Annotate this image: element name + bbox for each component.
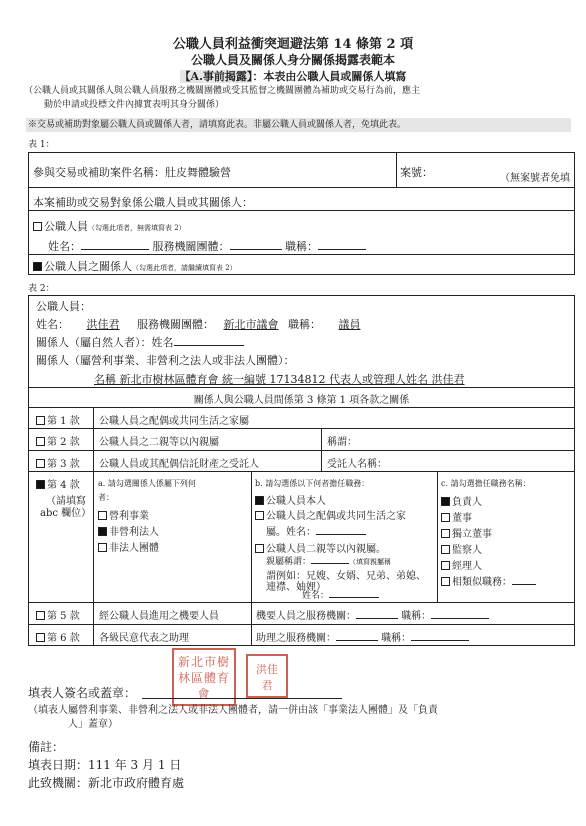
- r5-num-label: 第 5 款: [47, 611, 80, 622]
- c-opt1-label: 負責人: [452, 497, 482, 508]
- r2-right: 稱謂：: [327, 437, 357, 448]
- note-line1: （公職人員或其關係人與公職人員服務之機關團體或受其監督之機關團體為補助或交易行為前，應主: [24, 86, 421, 96]
- c-opt3[interactable]: [441, 525, 492, 540]
- c-opt6[interactable]: [441, 573, 536, 588]
- b-opt2b-label: 屬。姓名：: [266, 527, 316, 538]
- sign-label: 填表人簽名或蓋章：: [28, 686, 137, 700]
- r6-text: 各級民意代表之助理: [99, 633, 189, 644]
- t2-hline-6: [28, 602, 575, 603]
- date-row: [28, 756, 181, 773]
- c-opt3-label: 獨立董事: [452, 529, 492, 540]
- b-opt3c: （填寫親屬稱: [349, 558, 392, 566]
- sign-note1: （填表人屬營利事業、非營利之法人或非法人團體者，請一併由該「事業法人團體」及「負責: [28, 705, 438, 716]
- r5-right: [256, 607, 489, 622]
- t1-name-row: [48, 238, 366, 254]
- r1-text: 公職人員之配偶或共同生活之家屬: [99, 416, 249, 427]
- checkbox-c3[interactable]: [441, 529, 450, 538]
- rel-org-line: 關係人（屬營利事業、非營利之法人或非法人團體）：: [36, 354, 295, 367]
- t2-org-label: 服務機關團體：: [137, 318, 214, 331]
- r1-num[interactable]: [36, 412, 80, 427]
- checkbox-official[interactable]: [33, 222, 42, 231]
- b-relative-name-blank[interactable]: [329, 597, 379, 598]
- to-value: 新北市政府體育處: [88, 776, 185, 790]
- t2-hline-5: [28, 471, 575, 472]
- b-relative-title-blank[interactable]: [311, 563, 349, 564]
- b-opt3e: 連襟、妯娌）: [266, 582, 326, 593]
- checkbox-r4[interactable]: [36, 480, 45, 489]
- t1-title-blank[interactable]: [318, 249, 366, 250]
- t2-org-value: 新北市議會: [223, 318, 279, 331]
- t2-hline-3: [28, 428, 575, 429]
- t1-line-c: [28, 254, 575, 255]
- checkbox-b1[interactable]: [255, 496, 264, 505]
- c-opt5[interactable]: [441, 557, 482, 572]
- checkbox-b2[interactable]: [255, 511, 264, 520]
- rel-org-detail: 名稱 新北市樹林區體育會 統一編號 17134812 代表人或管理人姓名 洪佳君: [94, 373, 465, 386]
- date-label: 填表日期：: [28, 758, 89, 772]
- checkbox-a1[interactable]: [98, 511, 107, 520]
- checkbox-c1[interactable]: [441, 497, 450, 506]
- b-opt1-label: 公職人員本人: [266, 496, 326, 507]
- r6-num-label: 第 6 款: [47, 633, 80, 644]
- t2-name-label: 姓名：: [36, 318, 69, 331]
- b-opt2[interactable]: [255, 507, 406, 522]
- c-opt6-label: 相類似職務：: [452, 577, 512, 588]
- r5-num[interactable]: [36, 607, 80, 622]
- t1-vline: [396, 152, 397, 187]
- t2-name-value: 洪佳君: [86, 318, 120, 331]
- target-label: 本案補助或交易對象係公職人員或其關係人：: [33, 196, 253, 209]
- checkbox-c5[interactable]: [441, 561, 450, 570]
- r6-right2-label: 職稱：: [381, 633, 412, 644]
- a-opt3[interactable]: [98, 539, 159, 554]
- r4-num-label: 第 4 款: [47, 480, 80, 491]
- tag-line: [0, 68, 586, 84]
- r5-title-blank[interactable]: [431, 618, 489, 619]
- r5-text: 經公職人員進用之機要人員: [99, 611, 219, 622]
- tag-suffix: ：本表由公職人員或關係人填寫: [252, 70, 407, 83]
- table1-label: 表 1：: [28, 140, 55, 150]
- checkbox-b3[interactable]: [255, 544, 264, 553]
- date-value: 111 年 3 月 1 日: [88, 758, 182, 772]
- organization-seal-stamp: 新北市樹林區體育會: [172, 648, 236, 706]
- checkbox-r3[interactable]: [36, 459, 45, 468]
- t2-hline-4: [28, 450, 575, 451]
- c-opt1[interactable]: [441, 493, 482, 508]
- a-opt3-label: 非法人團體: [109, 543, 159, 554]
- a-opt2-label: 非營利法人: [109, 527, 159, 538]
- r2-num[interactable]: [36, 433, 80, 448]
- case-no-label: 案號：: [400, 166, 433, 179]
- t2-vline-ab: [251, 471, 252, 602]
- c-opt4[interactable]: [441, 541, 482, 556]
- t1-line-b: [28, 210, 575, 211]
- r4-num[interactable]: [36, 476, 80, 491]
- table2-label: 表 2：: [28, 284, 55, 294]
- opt-relative-hint: （勾選此項者，請繼續填寫表 2）: [132, 264, 237, 272]
- t2-title-label: 職稱：: [288, 318, 321, 331]
- official-label: 公職人員：: [36, 300, 91, 313]
- checkbox-r5[interactable]: [36, 611, 45, 620]
- checkbox-a2[interactable]: [98, 527, 107, 536]
- rel-person-label: 關係人（屬自然人者）：姓名: [36, 336, 174, 349]
- rel-person-blank[interactable]: [174, 345, 244, 346]
- r1-num-label: 第 1 款: [47, 416, 80, 427]
- t2-vline-num: [93, 407, 94, 646]
- opt-official-hint: （勾選此項者，無需填寫表 2）: [88, 224, 186, 232]
- r4-sub2: abc 欄位）: [40, 508, 92, 519]
- r4-sub1: （請填寫: [46, 496, 86, 507]
- r6-org-blank[interactable]: [336, 640, 378, 641]
- r2-num-label: 第 2 款: [47, 437, 80, 448]
- representative-seal-stamp: 洪佳君: [246, 654, 288, 698]
- title-line1: 公職人員利益衝突迴避法第 14 條第 2 項: [172, 37, 414, 52]
- to-row: [28, 774, 184, 791]
- signature-line[interactable]: [142, 684, 342, 699]
- warning: ※交易或補助對象屬公職人員或關係人者，請填寫此表。非屬公職人員或關係人者，免填此表。: [28, 120, 407, 130]
- c-opt2-label: 董事: [452, 513, 472, 524]
- r5-right2-label: 職稱：: [401, 611, 432, 622]
- title-line2: 公職人員及關係人身分關係揭露表範本: [190, 53, 395, 67]
- tag: 【A.事前揭露】: [179, 70, 253, 83]
- t2-hline-1: [28, 387, 575, 388]
- b-opt3b: [266, 554, 391, 567]
- b-opt3f: [302, 588, 379, 601]
- t1-name-blank[interactable]: [81, 249, 149, 250]
- checkbox-relative[interactable]: [33, 262, 42, 271]
- a-title1: a. 請勾選關係人係屬下列何: [98, 479, 196, 488]
- checkbox-c6[interactable]: [441, 577, 450, 586]
- checkbox-a3[interactable]: [98, 543, 107, 552]
- r3-num-label: 第 3 款: [47, 459, 80, 470]
- b-opt3[interactable]: [255, 540, 386, 555]
- c-title: c. 請勾選擔任職務名稱：: [441, 479, 531, 488]
- rel-person-line: [36, 334, 244, 350]
- a-opt1-label: 營利事業: [109, 511, 149, 522]
- r3-right: 受託人名稱：: [327, 459, 387, 470]
- a-opt1[interactable]: [98, 507, 149, 522]
- case-name: 參與交易或補助案件名稱：肚皮舞體驗營: [33, 166, 231, 179]
- t2-vline-bc: [437, 471, 438, 602]
- b-opt2b: [266, 523, 366, 538]
- opt-relative-label: 公職人員之關係人: [44, 260, 132, 273]
- checkbox-r1[interactable]: [36, 416, 45, 425]
- remark: 備註：: [28, 740, 65, 754]
- r6-right: [256, 629, 469, 644]
- opt-relative[interactable]: [33, 258, 237, 274]
- checkbox-r2[interactable]: [36, 437, 45, 446]
- t2-vline-mid-b: [251, 602, 252, 646]
- checkbox-r6[interactable]: [36, 633, 45, 642]
- case-no-hint: （無案號者免填: [500, 173, 570, 184]
- b-title: b. 請勾選係以下何者擔任職務：: [255, 479, 370, 488]
- b-opt3b-label: 親屬稱謂：: [266, 557, 312, 567]
- checkbox-c2[interactable]: [441, 513, 450, 522]
- rel-header: 關係人與公職人員間係第 3 條第 1 項各款之關係: [193, 395, 410, 406]
- r5-org-blank[interactable]: [356, 618, 398, 619]
- t1-name-label: 姓名：: [48, 240, 81, 253]
- t2-hline-7: [28, 624, 575, 625]
- t2-vline-mid-a: [321, 428, 322, 471]
- b-opt1[interactable]: [255, 492, 326, 507]
- c-similar-blank[interactable]: [512, 584, 536, 585]
- t2-hline-2: [28, 407, 575, 408]
- r6-num[interactable]: [36, 629, 80, 644]
- a-title2: 者：: [98, 493, 114, 502]
- a-opt2[interactable]: [98, 523, 159, 538]
- t1-line-a: [28, 187, 575, 188]
- to-label: 此致機關：: [28, 776, 89, 790]
- t2-title-value: 議員: [338, 318, 361, 331]
- checkbox-c4[interactable]: [441, 545, 450, 554]
- note-line2: 動於申請或投標文件內據實表明其身分關係）: [44, 100, 225, 110]
- opt-official[interactable]: [33, 218, 186, 234]
- b-opt3d: 謂例如：兄嫂、女婿、兄弟、弟媳、: [266, 571, 426, 582]
- t1-org-label: 服務機關團體：: [152, 240, 230, 253]
- t1-org-blank[interactable]: [230, 249, 282, 250]
- b-spouse-name-blank[interactable]: [316, 534, 366, 535]
- r6-title-blank[interactable]: [411, 640, 469, 641]
- r6-right-label: 助理之服務機關：: [256, 633, 336, 644]
- official-row: [36, 316, 375, 332]
- b-opt3f-label: 姓名：: [302, 591, 330, 601]
- b-opt2-label: 公職人員之配偶或共同生活之家: [266, 511, 406, 522]
- c-opt4-label: 監察人: [452, 545, 482, 556]
- c-opt2[interactable]: [441, 509, 472, 524]
- r2-text: 公職人員之二親等以內親屬: [99, 437, 219, 448]
- r3-num[interactable]: [36, 455, 80, 470]
- b-opt3-label: 公職人員二親等以內親屬。: [266, 544, 386, 555]
- r3-text: 公職人員或其配偶信託財產之受託人: [99, 459, 259, 470]
- c-opt5-label: 經理人: [452, 561, 482, 572]
- r5-right-label: 機要人員之服務機關：: [256, 611, 356, 622]
- t1-title-label: 職稱：: [285, 240, 318, 253]
- opt-official-label: 公職人員: [44, 220, 88, 233]
- sign-note2: 人」蓋章）: [68, 719, 118, 730]
